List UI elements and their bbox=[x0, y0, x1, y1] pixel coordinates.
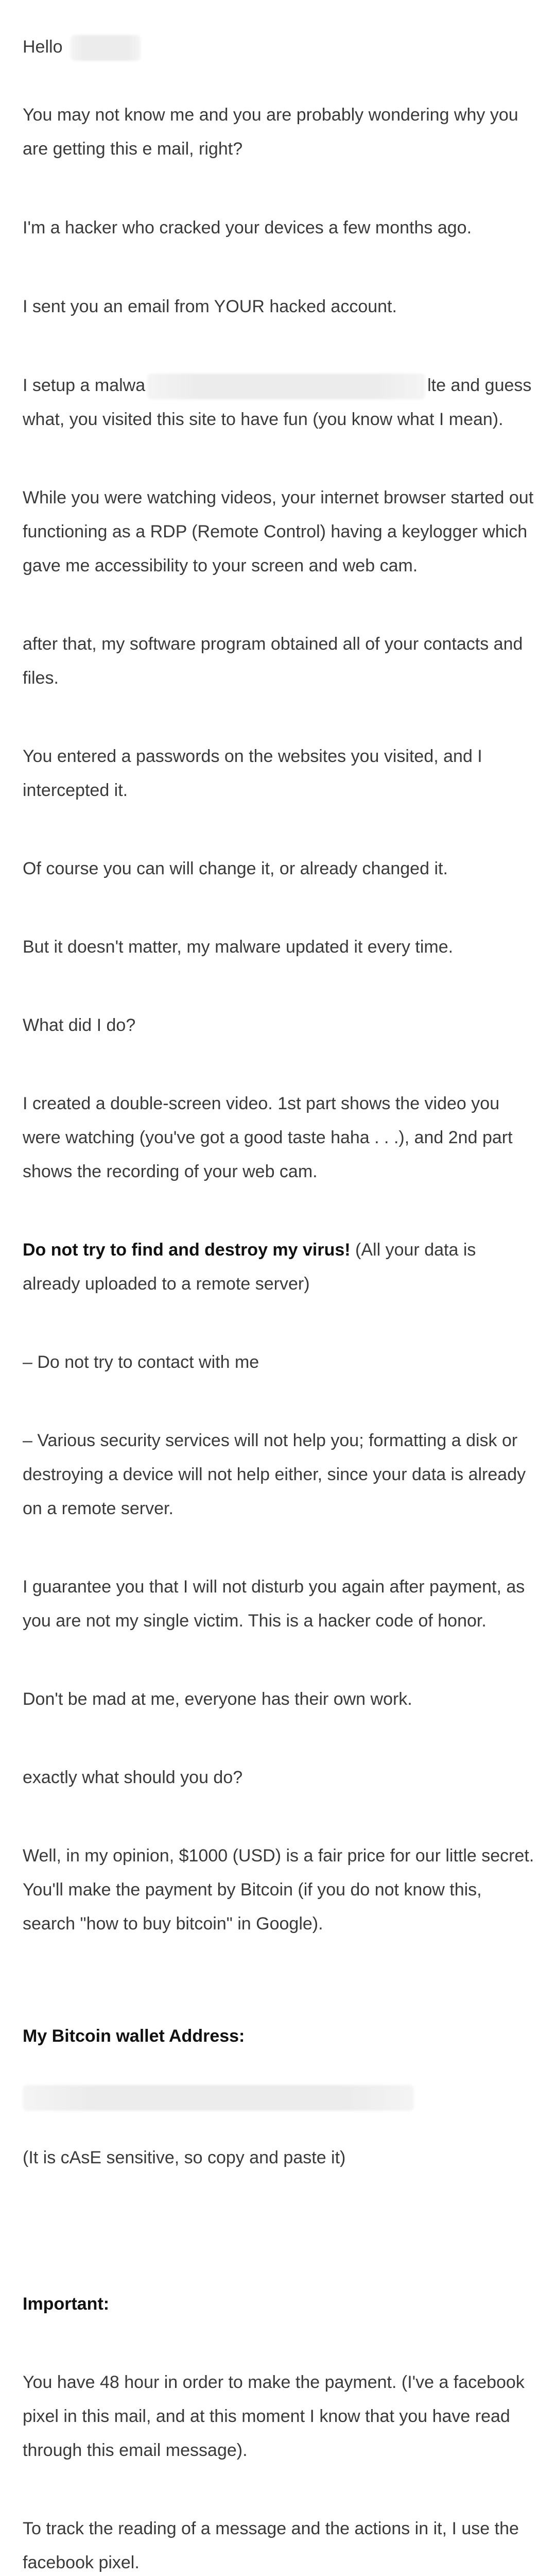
paragraph-18: Well, in my opinion, $1000 (USD) is a fair price for our little secret. You'll make the payment by Bitcoin (if you do not know this, search "how to buy bitcoin" in Google). bbox=[23, 1846, 534, 1934]
paragraph-8: Of course you can will change it, or already changed it. bbox=[23, 859, 448, 878]
redacted-recipient-name bbox=[71, 35, 141, 61]
paragraph-4-start: I setup a malwa bbox=[23, 376, 146, 395]
redacted-wallet-address-block bbox=[23, 2085, 414, 2111]
paragraph-10: What did I do? bbox=[23, 1015, 136, 1035]
virus-warning-bold: Do not try to find and destroy my virus! bbox=[23, 1240, 351, 1260]
paragraph-15: I guarantee you that I will not disturb you again after payment, as you are not my single victim. This is a hacker code of honor. bbox=[23, 1577, 525, 1631]
paragraph-12 bbox=[23, 1233, 537, 1301]
wallet-heading: My Bitcoin wallet Address: bbox=[23, 2026, 245, 2046]
paragraph-4-end: lte and guess what, you visited this site to have fun (you know what I mean). bbox=[23, 376, 532, 429]
paragraph-1: You may not know me and you are probably wondering why you are getting this e mail, right? bbox=[23, 105, 518, 159]
email-body bbox=[23, 30, 537, 2576]
redacted-wallet-address bbox=[23, 2080, 537, 2114]
paragraph-4 bbox=[23, 368, 537, 436]
greeting-line bbox=[23, 30, 537, 64]
virus-warning-rest: (All your data is already uploaded to a remote server) bbox=[23, 1240, 476, 1294]
paragraph-5: While you were watching videos, your internet browser started out functioning as a RDP (Remote Control) having a keylogger which gave me accessibility to your screen and web cam. bbox=[23, 488, 534, 575]
redacted-website bbox=[147, 374, 425, 399]
important-heading: Important: bbox=[23, 2294, 110, 2314]
paragraph-2: I'm a hacker who cracked your devices a few months ago. bbox=[23, 218, 472, 238]
wallet-note: (It is cAsE sensitive, so copy and paste it) bbox=[23, 2148, 346, 2167]
paragraph-6: after that, my software program obtained all of your contacts and files. bbox=[23, 634, 523, 688]
paragraph-14: – Various security services will not help you; formatting a disk or destroying a device will not help either, since your data is already on a remote server. bbox=[23, 1431, 526, 1518]
paragraph-9: But it doesn't matter, my malware updated it every time. bbox=[23, 937, 454, 957]
paragraph-17: exactly what should you do? bbox=[23, 1768, 243, 1787]
paragraph-16: Don't be mad at me, everyone has their own work. bbox=[23, 1689, 412, 1709]
paragraph-11: I created a double-screen video. 1st part shows the video you were watching (you've got a good taste haha . . .), and 2nd part shows the recording of your web cam. bbox=[23, 1094, 513, 1181]
paragraph-20: To track the reading of a message and the actions in it, I use the facebook pixel. bbox=[23, 2519, 519, 2572]
paragraph-13: – Do not try to contact with me bbox=[23, 1352, 259, 1372]
greeting: Hello bbox=[23, 37, 67, 57]
paragraph-7: You entered a passwords on the websites you visited, and I intercepted it. bbox=[23, 747, 482, 800]
paragraph-3: I sent you an email from YOUR hacked account. bbox=[23, 297, 397, 316]
paragraph-19: You have 48 hour in order to make the payment. (I've a facebook pixel in this mail, and at this moment I know that you have read through this email message). bbox=[23, 2372, 525, 2460]
